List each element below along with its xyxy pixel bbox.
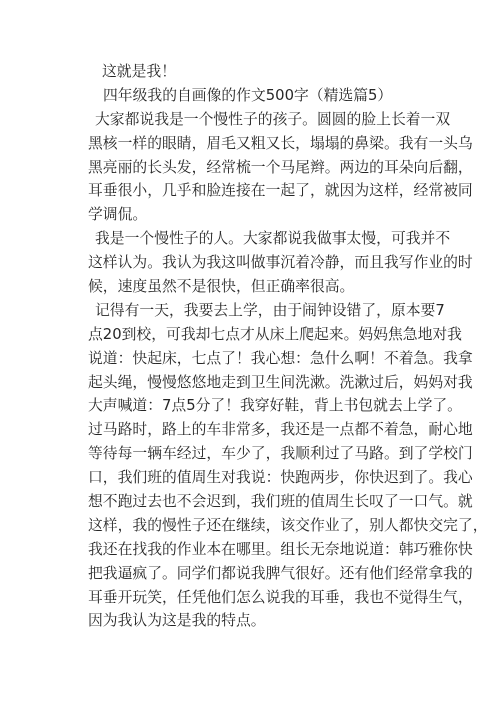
text-line: 这样认为。我认为我这叫做事沉着冷静，而且我写作业的时: [88, 254, 473, 272]
text-line: 我还在找我的作业本在哪里。组长无奈地说道：韩巧雅你快: [88, 540, 473, 558]
text-line: 点20到校，可我却七点才从床上爬起来。妈妈焦急地对我: [88, 325, 462, 343]
paragraph-start: 大家都说我是一个慢性子的孩子。圆圆的脸上长着一双: [95, 110, 451, 128]
text-line: 起头绳，慢慢悠悠地走到卫生间洗漱。洗漱过后，妈妈对我: [88, 373, 473, 391]
text-line: 这样，我的慢性子还在继续，该交作业了，别人都快交完了，: [88, 516, 488, 534]
paragraph-start: 记得有一天，我要去上学，由于闹钟设错了，原本要7: [95, 301, 445, 319]
text-line: 学调侃。: [88, 206, 148, 224]
text-line: 过马路时，路上的车非常多，我还是一点都不着急，耐心地: [88, 421, 473, 439]
text-line: 黑亮丽的长头发，经常梳一个马尾辫。两边的耳朵向后翻，: [88, 158, 473, 176]
text-line: 耳垂开玩笑，任凭他们怎么说我的耳垂，我也不觉得生气，: [88, 588, 473, 606]
text-line: 大声喊道：7点5分了！我穿好鞋，背上书包就去上学了。: [88, 397, 462, 415]
text-line: 这就是我！: [102, 63, 176, 80]
text-line: 想不跑过去也不会迟到，我们班的值周生长叹了一口气。就: [88, 493, 473, 511]
essay-text: [88, 60, 488, 633]
text-line: 因为我认为这是我的特点。: [88, 612, 266, 630]
text-line: 耳垂很小，几乎和脸连接在一起了，就因为这样，经常被同: [88, 182, 473, 200]
text-line: 黑核一样的眼睛，眉毛又粗又长，塌塌的鼻梁。我有一头乌: [88, 134, 473, 152]
essay-title: 四年级我的自画像的作文500字（精选篇5）: [103, 86, 393, 104]
text-line: 等待每一辆车经过，车少了，我顺利过了马路。到了学校门: [88, 445, 473, 463]
text-line: 说道：快起床，七点了！我心想：急什么啊！不着急。我拿: [88, 349, 473, 367]
text-line: 候，速度虽然不是很快，但正确率很高。: [88, 278, 355, 296]
paragraph-start: 我是一个慢性子的人。大家都说我做事太慢，可我并不: [95, 230, 451, 248]
text-line: 把我逼疯了。同学们都说我脾气很好。还有他们经常拿我的: [88, 564, 473, 582]
text-line: 口，我们班的值周生对我说：快跑两步，你快迟到了。我心: [88, 469, 473, 487]
